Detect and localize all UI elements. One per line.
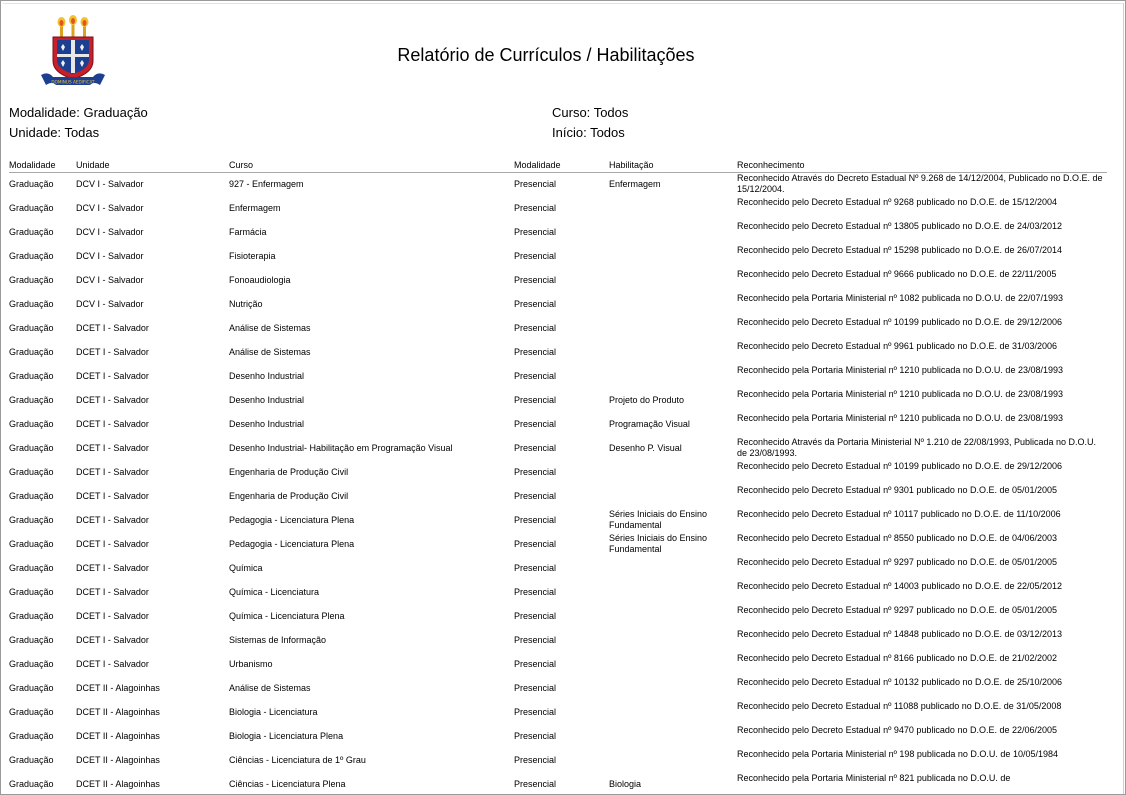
cell-curso: Urbanismo [229, 659, 273, 669]
cell-modalidade-tipo: Presencial [514, 779, 557, 789]
cell-habilitacao: Projeto do Produto [609, 395, 685, 405]
cell-curso: Farmácia [229, 227, 267, 237]
table-row [9, 197, 1107, 221]
cell-curso: Engenharia de Produção Civil [229, 467, 349, 477]
cell-reconhecimento: Reconhecido pela Portaria Ministerial nº 1210 publicada no D.O.U. de 23/08/1993 [737, 389, 1063, 399]
cell-unidade: DCV I - Salvador [76, 203, 144, 213]
cell-modalidade: Graduação [9, 251, 54, 261]
cell-unidade: DCET I - Salvador [76, 587, 149, 597]
cell-unidade: DCET I - Salvador [76, 563, 149, 573]
cell-reconhecimento: Reconhecido pela Portaria Ministerial nº 1210 publicada no D.O.U. de 23/08/1993 [737, 365, 1063, 375]
cell-unidade: DCET II - Alagoinhas [76, 707, 160, 717]
filter-inicio-label: Início: [552, 125, 587, 140]
cell-unidade: DCET I - Salvador [76, 347, 149, 357]
cell-curso: Análise de Sistemas [229, 347, 311, 357]
cell-modalidade: Graduação [9, 179, 54, 189]
filter-modalidade-label: Modalidade: [9, 105, 80, 120]
table-row [9, 725, 1107, 749]
cell-modalidade-tipo: Presencial [514, 611, 557, 621]
cell-curso: Fisioterapia [229, 251, 276, 261]
cell-modalidade: Graduação [9, 491, 54, 501]
cell-modalidade-tipo: Presencial [514, 515, 557, 525]
cell-reconhecimento: Reconhecido pelo Decreto Estadual nº 8550 publicado no D.O.E. de 04/06/2003 [737, 533, 1058, 543]
table-row [9, 461, 1107, 485]
cell-curso: 927 - Enfermagem [229, 179, 304, 189]
cell-modalidade: Graduação [9, 539, 54, 549]
filter-modalidade-value: Graduação [83, 105, 148, 120]
cell-modalidade-tipo: Presencial [514, 707, 557, 717]
table-row [9, 509, 1107, 533]
table-row [9, 293, 1107, 317]
cell-unidade: DCET I - Salvador [76, 659, 149, 669]
table-row [9, 629, 1107, 653]
cell-modalidade: Graduação [9, 755, 54, 765]
cell-unidade: DCET I - Salvador [76, 323, 149, 333]
cell-curso: Biologia - Licenciatura [229, 707, 318, 717]
cell-habilitacao: Séries Iniciais do Ensino Fundamental [609, 533, 708, 554]
cell-unidade: DCET I - Salvador [76, 515, 149, 525]
cell-modalidade: Graduação [9, 731, 54, 741]
header-modalidade-tipo: Modalidade [514, 160, 561, 170]
cell-modalidade: Graduação [9, 659, 54, 669]
cell-modalidade: Graduação [9, 635, 54, 645]
cell-unidade: DCV I - Salvador [76, 179, 144, 189]
cell-unidade: DCV I - Salvador [76, 299, 144, 309]
cell-curso: Desenho Industrial [229, 395, 305, 405]
cell-curso: Enfermagem [229, 203, 281, 213]
cell-reconhecimento: Reconhecido pelo Decreto Estadual nº 9961 publicado no D.O.E. de 31/03/2006 [737, 341, 1058, 351]
cell-habilitacao: Enfermagem [609, 179, 661, 189]
table-row [9, 653, 1107, 677]
cell-reconhecimento: Reconhecido pelo Decreto Estadual nº 8166 publicado no D.O.E. de 21/02/2002 [737, 653, 1058, 663]
cell-curso: Química [229, 563, 263, 573]
cell-reconhecimento: Reconhecido pelo Decreto Estadual nº 13805 publicado no D.O.E. de 24/03/2012 [737, 221, 1063, 231]
cell-reconhecimento: Reconhecido pelo Decreto Estadual nº 9297 publicado no D.O.E. de 05/01/2005 [737, 557, 1058, 567]
cell-unidade: DCET I - Salvador [76, 491, 149, 501]
filter-modalidade [9, 105, 148, 120]
cell-curso: Biologia - Licenciatura Plena [229, 731, 344, 741]
cell-unidade: DCET I - Salvador [76, 395, 149, 405]
table-row [9, 269, 1107, 293]
cell-modalidade-tipo: Presencial [514, 179, 557, 189]
cell-modalidade: Graduação [9, 395, 54, 405]
cell-modalidade-tipo: Presencial [514, 659, 557, 669]
cell-curso: Análise de Sistemas [229, 323, 311, 333]
cell-modalidade: Graduação [9, 587, 54, 597]
table-row [9, 221, 1107, 245]
cell-unidade: DCET II - Alagoinhas [76, 755, 160, 765]
cell-habilitacao: Programação Visual [609, 419, 690, 429]
cell-curso: Nutrição [229, 299, 263, 309]
cell-modalidade-tipo: Presencial [514, 755, 557, 765]
cell-modalidade-tipo: Presencial [514, 203, 557, 213]
table-row [9, 773, 1107, 795]
cell-unidade: DCET I - Salvador [76, 443, 149, 453]
cell-habilitacao: Séries Iniciais do Ensino Fundamental [609, 509, 708, 530]
cell-reconhecimento: Reconhecido pelo Decreto Estadual nº 11088 publicado no D.O.E. de 31/05/2008 [737, 701, 1062, 711]
cell-reconhecimento: Reconhecido pelo Decreto Estadual nº 9470 publicado no D.O.E. de 22/06/2005 [737, 725, 1058, 735]
table-row [9, 557, 1107, 581]
table-row [9, 749, 1107, 773]
cell-modalidade-tipo: Presencial [514, 251, 557, 261]
cell-modalidade-tipo: Presencial [514, 419, 557, 429]
cell-reconhecimento: Reconhecido pela Portaria Ministerial nº 1082 publicada no D.O.U. de 22/07/1993 [737, 293, 1063, 303]
cell-reconhecimento: Reconhecido pelo Decreto Estadual nº 10132 publicado no D.O.E. de 25/10/2006 [737, 677, 1063, 687]
cell-modalidade-tipo: Presencial [514, 395, 557, 405]
cell-unidade: DCV I - Salvador [76, 275, 144, 285]
table-row [9, 317, 1107, 341]
cell-modalidade: Graduação [9, 683, 54, 693]
cell-reconhecimento: Reconhecido pelo Decreto Estadual nº 9666 publicado no D.O.E. de 22/11/2005 [737, 269, 1057, 279]
table-row [9, 437, 1107, 461]
cell-modalidade: Graduação [9, 227, 54, 237]
cell-curso: Ciências - Licenciatura de 1º Grau [229, 755, 366, 765]
cell-unidade: DCV I - Salvador [76, 251, 144, 261]
cell-reconhecimento: Reconhecido pelo Decreto Estadual nº 10199 publicado no D.O.E. de 29/12/2006 [737, 317, 1063, 327]
cell-curso: Fonoaudiologia [229, 275, 291, 285]
cell-habilitacao: Desenho P. Visual [609, 443, 682, 453]
filter-curso-value: Todos [593, 105, 629, 120]
header-unidade: Unidade [76, 160, 110, 170]
table-row [9, 677, 1107, 701]
cell-reconhecimento: Reconhecido pela Portaria Ministerial nº 821 publicada no D.O.U. de [737, 773, 1011, 783]
cell-reconhecimento: Reconhecido pelo Decreto Estadual nº 10117 publicado no D.O.E. de 11/10/2006 [737, 509, 1061, 519]
cell-unidade: DCV I - Salvador [76, 227, 144, 237]
cell-modalidade: Graduação [9, 203, 54, 213]
cell-modalidade: Graduação [9, 443, 54, 453]
cell-modalidade: Graduação [9, 275, 54, 285]
table-row [9, 581, 1107, 605]
cell-modalidade: Graduação [9, 467, 54, 477]
cell-modalidade-tipo: Presencial [514, 563, 557, 573]
filter-curso-label: Curso: [552, 105, 591, 120]
cell-reconhecimento: Reconhecido pelo Decreto Estadual nº 9268 publicado no D.O.E. de 15/12/2004 [737, 197, 1058, 207]
cell-modalidade: Graduação [9, 347, 54, 357]
cell-reconhecimento: Reconhecido pela Portaria Ministerial nº 1210 publicada no D.O.U. de 23/08/1993 [737, 413, 1063, 423]
cell-modalidade: Graduação [9, 371, 54, 381]
cell-modalidade-tipo: Presencial [514, 683, 557, 693]
cell-modalidade-tipo: Presencial [514, 635, 557, 645]
cell-reconhecimento: Reconhecido pelo Decreto Estadual nº 10199 publicado no D.O.E. de 29/12/2006 [737, 461, 1063, 471]
cell-curso: Pedagogia - Licenciatura Plena [229, 539, 355, 549]
cell-modalidade-tipo: Presencial [514, 539, 557, 549]
cell-curso: Sistemas de Informação [229, 635, 327, 645]
table-row [9, 413, 1107, 437]
filter-unidade-value: Todas [64, 125, 100, 140]
cell-reconhecimento: Reconhecido Através do Decreto Estadual Nº 9.268 de 14/12/2004, Publicado no D.O.E. de 15/12/2004. [737, 173, 1103, 194]
cell-curso: Desenho Industrial [229, 371, 305, 381]
cell-reconhecimento: Reconhecido pelo Decreto Estadual nº 9301 publicado no D.O.E. de 05/01/2005 [737, 485, 1058, 495]
filter-unidade [9, 125, 99, 140]
cell-curso: Pedagogia - Licenciatura Plena [229, 515, 355, 525]
cell-curso: Ciências - Licenciatura Plena [229, 779, 346, 789]
cell-modalidade-tipo: Presencial [514, 275, 557, 285]
cell-habilitacao: Biologia [609, 779, 642, 789]
filter-inicio-value: Todos [590, 125, 625, 140]
cell-reconhecimento: Reconhecido pela Portaria Ministerial nº 198 publicada no D.O.U. de 10/05/1984 [737, 749, 1058, 759]
cell-modalidade: Graduação [9, 563, 54, 573]
cell-reconhecimento: Reconhecido pelo Decreto Estadual nº 9297 publicado no D.O.E. de 05/01/2005 [737, 605, 1058, 615]
cell-reconhecimento: Reconhecido pelo Decreto Estadual nº 15298 publicado no D.O.E. de 26/07/2014 [737, 245, 1063, 255]
cell-unidade: DCET I - Salvador [76, 419, 149, 429]
table-row [9, 533, 1107, 557]
cell-modalidade: Graduação [9, 299, 54, 309]
cell-unidade: DCET I - Salvador [76, 611, 149, 621]
cell-modalidade-tipo: Presencial [514, 227, 557, 237]
cell-unidade: DCET II - Alagoinhas [76, 779, 160, 789]
cell-modalidade-tipo: Presencial [514, 299, 557, 309]
cell-modalidade: Graduação [9, 323, 54, 333]
cell-unidade: DCET I - Salvador [76, 635, 149, 645]
table-row [9, 365, 1107, 389]
cell-modalidade-tipo: Presencial [514, 467, 557, 477]
cell-curso: Química - Licenciatura Plena [229, 611, 345, 621]
cell-reconhecimento: Reconhecido Através da Portaria Ministerial Nº 1.210 de 22/08/1993, Publicada no D.O.U. de 23/08/1993. [737, 437, 1096, 458]
cell-modalidade: Graduação [9, 707, 54, 717]
cell-modalidade-tipo: Presencial [514, 731, 557, 741]
header-habilitacao: Habilitação [609, 160, 654, 170]
filter-curso [552, 105, 628, 120]
table-row [9, 245, 1107, 269]
cell-unidade: DCET II - Alagoinhas [76, 683, 160, 693]
table-header [9, 160, 1107, 173]
cell-modalidade: Graduação [9, 515, 54, 525]
table-row [9, 173, 1107, 197]
header-reconhecimento: Reconhecimento [737, 160, 805, 170]
table-row [9, 341, 1107, 365]
cell-unidade: DCET I - Salvador [76, 539, 149, 549]
header-modalidade: Modalidade [9, 160, 56, 170]
cell-modalidade: Graduação [9, 611, 54, 621]
table-row [9, 485, 1107, 509]
cell-reconhecimento: Reconhecido pelo Decreto Estadual nº 14003 publicado no D.O.E. de 22/05/2012 [737, 581, 1063, 591]
cell-curso: Desenho Industrial [229, 419, 305, 429]
cell-modalidade-tipo: Presencial [514, 347, 557, 357]
cell-curso: Química - Licenciatura [229, 587, 320, 597]
header-curso: Curso [229, 160, 254, 170]
filter-unidade-label: Unidade: [9, 125, 62, 140]
cell-modalidade-tipo: Presencial [514, 443, 557, 453]
cell-modalidade-tipo: Presencial [514, 323, 557, 333]
cell-curso: Engenharia de Produção Civil [229, 491, 349, 501]
table-row [9, 701, 1107, 725]
cell-unidade: DCET I - Salvador [76, 371, 149, 381]
logo-motto: DOMINUS AEDIFICAT [51, 79, 95, 85]
cell-modalidade-tipo: Presencial [514, 587, 557, 597]
cell-modalidade: Graduação [9, 779, 54, 789]
table-row [9, 389, 1107, 413]
filter-inicio [552, 125, 625, 140]
page-title: Relatório de Currículos / Habilitações [397, 45, 695, 65]
cell-unidade: DCET II - Alagoinhas [76, 731, 160, 741]
cell-unidade: DCET I - Salvador [76, 467, 149, 477]
table-row [9, 605, 1107, 629]
cell-modalidade-tipo: Presencial [514, 491, 557, 501]
cell-curso: Desenho Industrial- Habilitação em Programação Visual [229, 443, 453, 453]
cell-modalidade-tipo: Presencial [514, 371, 557, 381]
cell-reconhecimento: Reconhecido pelo Decreto Estadual nº 14848 publicado no D.O.E. de 03/12/2013 [737, 629, 1063, 639]
cell-modalidade: Graduação [9, 419, 54, 429]
cell-curso: Análise de Sistemas [229, 683, 311, 693]
